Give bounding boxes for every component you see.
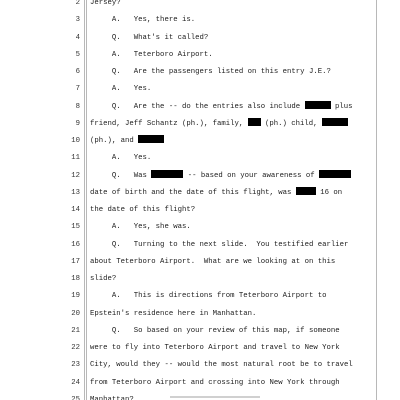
transcript-line — [0, 271, 400, 288]
text-segment: A. Yes. — [90, 154, 152, 163]
text-segment: 16 on — [315, 188, 343, 197]
line-number: 19 — [71, 292, 80, 301]
text-segment: plus — [330, 102, 353, 111]
transcript-line — [0, 202, 400, 219]
text-segment: A. Yes. — [90, 85, 152, 94]
text-segment: Epstein's residence here in Manhattan. — [90, 309, 257, 318]
line-number: 23 — [71, 361, 80, 370]
line-number: 7 — [75, 85, 80, 94]
footer-fragment — [170, 396, 260, 398]
line-number: 18 — [71, 275, 80, 283]
line-number: 11 — [71, 154, 80, 163]
line-number: 8 — [75, 102, 80, 111]
transcript-line — [0, 306, 400, 323]
transcript-line — [0, 12, 400, 29]
line-text — [90, 150, 374, 167]
redaction-box — [305, 101, 331, 109]
line-number: 25 — [71, 395, 80, 400]
line-number: 22 — [71, 344, 80, 352]
line-number: 12 — [71, 171, 80, 180]
redaction-box — [322, 118, 348, 126]
line-number: 13 — [71, 188, 80, 197]
line-text — [90, 357, 374, 374]
text-segment: A. Teterboro Airport. — [90, 50, 213, 59]
line-text — [90, 323, 374, 340]
text-segment: A. Yes, there is. — [90, 16, 196, 25]
text-segment: Q. Are the passengers listed on this entry J.E.? — [90, 68, 331, 76]
text-segment: Q. Turning to the next slide. You testified earlier — [90, 240, 349, 249]
line-text — [90, 64, 374, 81]
text-segment: Q. What's it called? — [90, 33, 209, 42]
text-segment: date of birth and the date of this flight, was — [90, 188, 296, 197]
line-text — [90, 133, 374, 150]
transcript-line — [0, 254, 400, 271]
redaction-box — [319, 170, 351, 178]
text-segment: (ph.), and — [90, 137, 139, 145]
line-text — [90, 306, 374, 323]
line-text — [90, 99, 374, 116]
line-text — [90, 12, 374, 29]
text-segment: the date of this flight? — [90, 206, 196, 214]
line-number: 14 — [71, 206, 80, 214]
line-text — [90, 185, 374, 202]
line-number: 3 — [75, 16, 80, 25]
line-text — [90, 219, 374, 236]
line-text — [90, 168, 374, 185]
line-text — [90, 271, 374, 288]
text-segment: A. This is directions from Teterboro Airport to — [90, 292, 327, 301]
line-text — [90, 375, 374, 392]
text-segment: Q. Are the -- do the entries also include — [90, 102, 305, 111]
line-text — [90, 116, 374, 133]
transcript-line — [0, 375, 400, 392]
transcript-line — [0, 64, 400, 81]
line-number: 20 — [71, 309, 80, 318]
transcript-line — [0, 30, 400, 47]
line-text — [90, 340, 374, 357]
line-text — [90, 254, 374, 271]
line-text — [90, 202, 374, 219]
line-number: 9 — [75, 119, 80, 128]
transcript-line — [0, 357, 400, 374]
transcript-line — [0, 133, 400, 150]
line-number: 5 — [75, 50, 80, 59]
text-segment: Q. So based on your review of this map, if someone — [90, 326, 340, 335]
text-segment: friend, Jeff Schantz (ph.), family, — [90, 119, 248, 128]
transcript-line — [0, 185, 400, 202]
text-segment: A. Yes, she was. — [90, 223, 191, 232]
transcript-line — [0, 168, 400, 185]
text-segment: Q. Was — [90, 171, 152, 180]
line-number: 21 — [71, 326, 80, 335]
line-number: 10 — [71, 137, 80, 145]
line-number: 17 — [71, 257, 80, 266]
line-text — [90, 0, 374, 12]
transcript-line — [0, 288, 400, 305]
text-segment: Jersey? — [90, 0, 121, 7]
redaction-box — [248, 118, 261, 126]
transcript-line — [0, 237, 400, 254]
transcript-line — [0, 81, 400, 98]
text-segment: from Teterboro Airport and crossing into New York through — [90, 378, 340, 387]
redaction-box — [296, 187, 316, 195]
redaction-box — [138, 135, 164, 143]
line-number: 6 — [75, 68, 80, 76]
line-text — [90, 47, 374, 64]
transcript-line — [0, 99, 400, 116]
transcript-line — [0, 340, 400, 357]
text-segment: were to fly into Teterboro Airport and travel to New York — [90, 344, 340, 352]
line-number: 24 — [71, 378, 80, 387]
text-segment: slide? — [90, 275, 117, 283]
line-number: 4 — [75, 33, 80, 42]
line-text — [90, 81, 374, 98]
transcript-line — [0, 323, 400, 340]
transcript-line — [0, 219, 400, 236]
text-segment: about Teterboro Airport. What are we looking at on this — [90, 257, 336, 266]
text-segment: City, would they -- would the most natural root be to travel — [90, 361, 353, 370]
line-number: 15 — [71, 223, 80, 232]
line-text — [90, 237, 374, 254]
transcript-line — [0, 47, 400, 64]
line-text — [90, 30, 374, 47]
line-text — [90, 288, 374, 305]
transcript-line — [0, 116, 400, 133]
transcript-line — [0, 0, 400, 12]
text-segment: (ph.) child, — [260, 119, 322, 128]
text-segment: Manhattan? — [90, 395, 134, 400]
text-segment: -- based on your awareness of — [183, 171, 320, 180]
line-number: 2 — [75, 0, 80, 7]
redaction-box — [151, 170, 183, 178]
line-number: 16 — [71, 240, 80, 249]
transcript-line — [0, 150, 400, 167]
